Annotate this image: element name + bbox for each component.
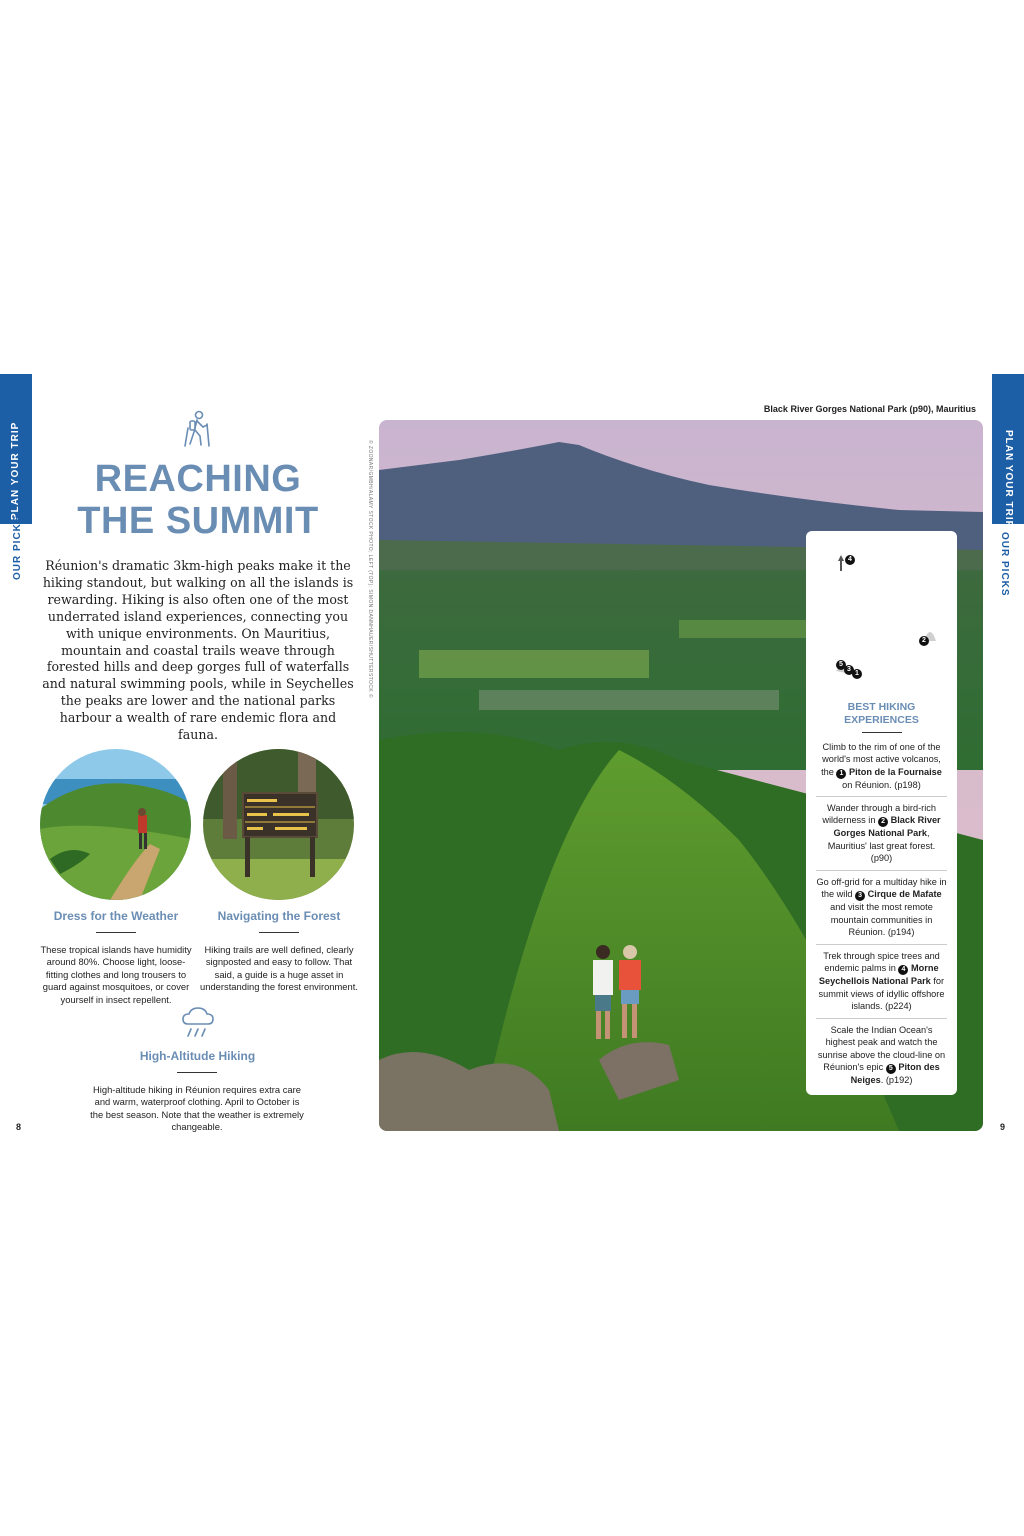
map-marker-4: 4	[845, 555, 855, 565]
hiker-icon	[182, 410, 212, 448]
hike-item-text: Go off-grid for a multiday hike in the wild	[816, 877, 947, 900]
photo-credit-wrapper	[366, 440, 374, 740]
feature-forest-rule	[259, 932, 299, 933]
hike-name: Piton des Neiges	[850, 1061, 940, 1085]
side-tab-subsection-label-right: OUR PICKS	[999, 532, 1010, 597]
hike-item-5	[816, 1024, 947, 1086]
feature-altitude-rule	[177, 1072, 217, 1073]
divider	[816, 1018, 947, 1019]
map-marker-5: 5	[836, 660, 846, 670]
divider	[816, 944, 947, 945]
panel-heading-line-2: EXPERIENCES	[844, 714, 919, 726]
rain-cloud-icon	[180, 1004, 216, 1040]
feature-weather-text: These tropical islands have humidity around 80%. Choose light, loose-fitting clothes and long trousers to guard against mosquitoes, or cover yourself in insect repellent.	[40, 944, 192, 1005]
page-title	[40, 458, 356, 542]
divider	[816, 796, 947, 797]
trail-photo-circle	[40, 749, 191, 900]
divider	[816, 870, 947, 871]
hike-item-text: , Mauritius' last great forest. (p90)	[827, 828, 936, 863]
map-marker-1: 1	[852, 669, 862, 679]
hike-item-text: Climb to the rim of one of the world's most active volcanos, the	[821, 742, 941, 777]
hike-number: 3	[855, 891, 865, 901]
locator-map	[806, 531, 957, 691]
hike-name: Cirque de Mafate	[867, 889, 942, 900]
signpost-photo-circle	[203, 749, 354, 900]
hike-item-3	[816, 876, 947, 938]
hike-item-text: on Réunion. (p198)	[842, 779, 921, 790]
hike-name: Black River Gorges National Park	[833, 815, 941, 839]
title-line-2: THE SUMMIT	[77, 500, 319, 542]
hike-number: 4	[898, 965, 908, 975]
feature-altitude-text: High-altitude hiking in Réunion requires extra care and warm, waterproof clothing. April to October is the best season. Note that the weather is extremely changeable.	[90, 1084, 304, 1133]
photo-credit: © ZOONAR/GMBH/ALAMY STOCK PHOTO; LEFT (TOP): SIMON DANNHAUER/SHUTTERSTOCK ©	[367, 440, 373, 698]
feature-forest-text: Hiking trails are well defined, clearly signposted and easy to follow. That said, a guide is a huge asset in understanding the forest environment.	[200, 944, 358, 993]
page-number-left: 8	[16, 1122, 22, 1132]
hike-name: Piton de la Fournaise	[848, 766, 942, 777]
hike-number: 5	[886, 1064, 896, 1074]
hike-number: 1	[836, 769, 846, 779]
title-line-1: REACHING	[94, 458, 302, 500]
side-tab-left	[0, 374, 32, 524]
panel-heading-rule	[862, 732, 902, 733]
side-tab-section-label-right: PLAN YOUR TRIP	[1003, 430, 1014, 529]
page-number-right: 9	[1000, 1122, 1006, 1132]
hike-item-text: Trek through spice trees and endemic palms in	[823, 951, 940, 974]
hike-item-text: Wander through a bird-rich wilderness in	[822, 803, 936, 826]
hike-item-text: Scale the Indian Ocean's highest peak and watch the sunrise above the cloud-line on Réunion's epic	[817, 1025, 946, 1072]
feature-altitude-heading: High-Altitude Hiking	[139, 1049, 256, 1063]
feature-weather-rule	[96, 932, 136, 933]
hike-number: 2	[878, 817, 888, 827]
hike-item-text: . (p192)	[880, 1074, 913, 1085]
map-marker-3: 3	[844, 665, 854, 675]
feature-weather-heading: Dress for the Weather	[53, 909, 179, 923]
hike-item-text: and visit the most remote mountain communities in Réunion. (p194)	[830, 902, 933, 937]
hike-name: Morne Seychellois National Park	[818, 963, 939, 987]
hike-item-2	[816, 802, 947, 864]
hike-item-1	[816, 741, 947, 791]
map-marker-2: 2	[919, 636, 929, 646]
side-tab-section-label: PLAN YOUR TRIP	[10, 421, 21, 520]
panel-heading	[806, 701, 957, 727]
panel-heading-line-1: BEST HIKING	[847, 701, 916, 713]
side-tab-right	[992, 374, 1024, 529]
hike-item-4	[816, 950, 947, 1012]
side-tab-subsection-label: OUR PICKS	[12, 515, 23, 580]
intro-paragraph: Réunion's dramatic 3km-high peaks make it the hiking standout, but walking on all the islands is rewarding. Hiking is also often one of the most underrated island experiences, connecting you with unique environments. On Mauritius, mountain and coastal trails weave through forested hills and deep gorges full of waterfalls and natural swimming pools, while in Seychelles the peaks are lower and the national parks harbour a wealth of rare endemic flora and fauna.	[42, 558, 354, 743]
hike-item-text: for summit views of idyllic offshore islands. (p224)	[818, 976, 945, 1011]
best-hiking-panel	[806, 531, 957, 1095]
feature-forest-heading: Navigating the Forest	[217, 909, 341, 923]
photo-caption: Black River Gorges National Park (p90), Mauritius	[763, 404, 976, 414]
